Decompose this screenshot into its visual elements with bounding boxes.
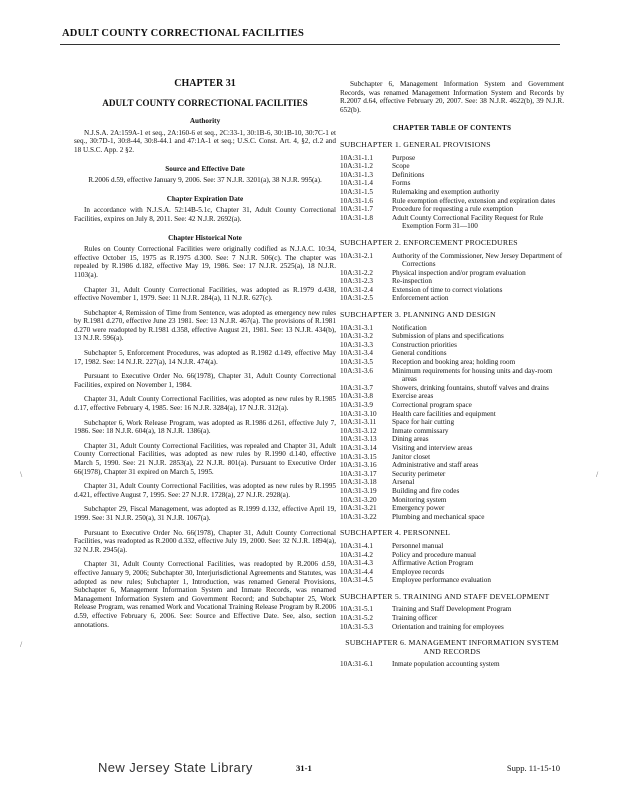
toc-entry <box>340 496 564 505</box>
section-number: 10A:31-2.1 <box>340 251 373 260</box>
section-title: Exercise areas <box>392 392 434 401</box>
section-number: 10A:31-3.7 <box>340 383 373 392</box>
section-number: 10A:31-4.1 <box>340 541 373 550</box>
toc-entry <box>340 332 564 341</box>
toc-entry <box>340 154 564 163</box>
section-title: Affirmative Action Program <box>392 559 474 568</box>
section-number: 10A:31-3.14 <box>340 443 377 452</box>
section-number: 10A:31-3.15 <box>340 452 377 461</box>
section-number: 10A:31-3.21 <box>340 504 377 513</box>
subchapter-heading: SUBCHAPTER 6. MANAGEMENT INFORMATION SYSTEM AND RECORDS <box>345 638 559 656</box>
section-number: 10A:31-1.8 <box>340 213 373 222</box>
section-title: Plumbing and mechanical space <box>392 512 485 521</box>
section-number: 10A:31-3.16 <box>340 461 377 470</box>
section-number: 10A:31-5.2 <box>340 614 373 623</box>
section-title: Submission of plans and specifications <box>392 332 504 341</box>
history-paragraph: Pursuant to Executive Order No. 66(1978), Chapter 31, Adult County Correctional Facilities, expired on November 1, 1984. <box>74 372 336 389</box>
section-number: 10A:31-6.1 <box>340 660 373 669</box>
section-number: 10A:31-3.18 <box>340 478 377 487</box>
history-paragraph: Chapter 31, Adult County Correctional Facilities, was adopted as new rules by R.1985 d.17, effective February 4, 1985. See: 16 N.J.R. 3284(a), 17 N.J.R. 312(a). <box>74 395 336 413</box>
section-title: Physical inspection and/or program evaluation <box>392 268 526 277</box>
section-number: 10A:31-3.1 <box>340 323 373 332</box>
section-number: 10A:31-3.4 <box>340 349 373 358</box>
section-number: 10A:31-1.2 <box>340 162 373 171</box>
toc-title: CHAPTER TABLE OF CONTENTS <box>392 124 512 133</box>
toc-entry <box>340 453 564 462</box>
source-heading: Source and Effective Date <box>165 164 245 173</box>
section-title: Construction priorities <box>392 340 457 349</box>
toc-entry <box>340 551 564 560</box>
authority-heading: Authority <box>189 117 221 126</box>
section-number: 10A:31-3.10 <box>340 409 377 418</box>
history-heading: Chapter Historical Note <box>168 233 242 242</box>
section-number: 10A:31-1.4 <box>340 179 373 188</box>
toc-entry <box>340 478 564 487</box>
toc-entry <box>340 576 564 585</box>
toc-entry <box>340 605 564 614</box>
source-text: R.2006 d.59, effective January 9, 2006. See: 37 N.J.R. 3201(a), 38 N.J.R. 995(a). <box>88 176 322 185</box>
toc-entry <box>340 358 564 367</box>
subchapter-heading: SUBCHAPTER 1. GENERAL PROVISIONS <box>340 139 491 149</box>
toc-entry <box>340 418 564 427</box>
header-rule <box>60 44 560 45</box>
toc-entry <box>340 435 564 444</box>
section-number: 10A:31-4.5 <box>340 576 373 585</box>
page-number: 31-1 <box>296 763 312 773</box>
section-title: Employee performance evaluation <box>392 576 491 585</box>
toc-entry <box>340 461 564 470</box>
section-number: 10A:31-1.1 <box>340 153 373 162</box>
section-number: 10A:31-3.22 <box>340 512 377 521</box>
section-title: Training officer <box>392 614 438 623</box>
left-column <box>74 80 336 635</box>
library-watermark: New Jersey State Library <box>98 760 253 775</box>
section-number: 10A:31-3.19 <box>340 486 377 495</box>
toc-entry <box>340 410 564 419</box>
right-column <box>340 80 564 669</box>
history-paragraph: Subchapter 6, Work Release Program, was adopted as R.1986 d.261, effective July 7, 1986. See: 18 N.J.R. 604(a), 18 N.J.R. 1386(a). <box>74 418 336 436</box>
section-number: 10A:31-2.5 <box>340 294 373 303</box>
history-notes <box>74 245 336 629</box>
section-title: Correctional program space <box>392 401 472 409</box>
section-number: 10A:31-3.17 <box>340 469 377 478</box>
section-title: Rule exemption effective, extension and expiration dates <box>392 196 556 205</box>
section-title: Personnel manual <box>392 541 444 550</box>
scan-mark: / <box>596 470 599 479</box>
toc-entry <box>340 252 564 269</box>
section-title: Janitor closet <box>392 452 431 461</box>
section-title: Procedure for requesting a rule exemption <box>392 205 514 214</box>
toc-entry <box>340 197 564 206</box>
section-title: Minimum requirements for housing units and day-room areas <box>392 366 553 384</box>
toc-entry <box>340 623 564 632</box>
toc-entry <box>340 427 564 436</box>
section-title: General conditions <box>392 349 447 358</box>
history-paragraph: Subchapter 5, Enforcement Procedures, was adopted as R.1982 d.149, effective May 17, 1982. See: 14 N.J.R. 227(a), 14 N.J.R. 474(a). <box>74 349 336 366</box>
section-number: 10A:31-3.5 <box>340 358 373 367</box>
section-number: 10A:31-3.9 <box>340 401 373 409</box>
toc-entry <box>340 179 564 188</box>
section-number: 10A:31-3.2 <box>340 332 373 341</box>
section-title: Inmate commissary <box>392 426 449 435</box>
supplement-date: Supp. 11-15-10 <box>506 763 560 773</box>
section-title: Health care facilities and equipment <box>392 409 496 418</box>
scan-mark: \ <box>20 470 23 479</box>
section-number: 10A:31-1.3 <box>340 170 373 179</box>
subchapter-heading: SUBCHAPTER 2. ENFORCEMENT PROCEDURES <box>340 237 518 247</box>
section-title: Space for hair cutting <box>392 418 455 427</box>
table-of-contents <box>340 141 564 669</box>
history-paragraph: Chapter 31, Adult County Correctional Facilities, was adopted as R.1979 d.438, effective November 1, 1979. See: 11 N.J.R. 284(a), 11 N.J.R. 627(c). <box>74 285 336 303</box>
section-number: 10A:31-3.6 <box>340 366 373 375</box>
expiration-text: In accordance with N.J.S.A. 52:14B-5.1c, Chapter 31, Adult County Correctional Facilities, expires on July 8, 2011. See: 42 N.J.R. 2692(a). <box>74 206 336 223</box>
section-title: Purpose <box>392 153 416 162</box>
section-number: 10A:31-3.8 <box>340 392 373 401</box>
section-number: 10A:31-3.20 <box>340 495 377 504</box>
scan-mark: / <box>20 640 23 649</box>
section-number: 10A:31-2.2 <box>340 268 373 277</box>
toc-entry <box>340 470 564 479</box>
expiration-heading: Chapter Expiration Date <box>166 194 244 203</box>
toc-entry <box>340 513 564 522</box>
toc-entry <box>340 205 564 214</box>
toc-entry <box>340 188 564 197</box>
section-title: Showers, drinking fountains, shutoff valves and drains <box>392 383 549 392</box>
toc-entry <box>340 542 564 551</box>
toc-entry <box>340 324 564 333</box>
section-number: 10A:31-5.1 <box>340 605 373 614</box>
toc-entry <box>340 614 564 623</box>
subchapter-heading: SUBCHAPTER 4. PERSONNEL <box>340 528 451 538</box>
section-number: 10A:31-5.3 <box>340 622 373 631</box>
section-title: Security perimeter <box>392 469 446 478</box>
section-number: 10A:31-2.4 <box>340 285 373 294</box>
section-number: 10A:31-3.12 <box>340 426 377 435</box>
toc-entry <box>340 504 564 513</box>
history-paragraph: Chapter 31, Adult County Correctional Facilities, was adopted as new rules by R.1995 d.421, effective August 7, 1995. See: 27 N.J.R. 1728(a), 27 N.J.R. 2928(a). <box>74 482 336 499</box>
subchapter-heading: SUBCHAPTER 3. PLANNING AND DESIGN <box>340 310 496 320</box>
section-number: 10A:31-4.4 <box>340 567 373 576</box>
section-title: Extension of time to correct violations <box>392 285 503 294</box>
toc-entry <box>340 444 564 453</box>
toc-entry <box>340 401 564 410</box>
section-title: Enforcement action <box>392 294 449 303</box>
toc-entry <box>340 392 564 401</box>
toc-entry <box>340 384 564 393</box>
history-paragraph: Subchapter 29, Fiscal Management, was adopted as R.1999 d.132, effective April 19, 1999. See: 31 N.J.R. 250(a), 31 N.J.R. 1067(a). <box>74 505 336 522</box>
section-title: Employee records <box>392 567 445 576</box>
section-title: Inmate population accounting system <box>392 660 500 669</box>
toc-entry <box>340 349 564 358</box>
subchapter-note: Subchapter 6, Management Information System and Government Records, was renamed Management Information System and Records by R.2007 d.64, effective February 20, 2007. See: 38 N.J.R. 4622(b), 39 N.J.R. 652(b). <box>340 80 564 114</box>
subchapter-heading: SUBCHAPTER 5. TRAINING AND STAFF DEVELOPMENT <box>340 591 550 601</box>
section-title: Definitions <box>392 170 425 179</box>
history-paragraph: Pursuant to Executive Order No. 66(1978), Chapter 31, Adult County Correctional Facilities, was readopted as R.2000 d.332, effective July 19, 2000. See: 32 N.J.R. 1894(a), 32 N.J.R. 2945(a). <box>74 528 336 554</box>
toc-entry <box>340 171 564 180</box>
section-title: Emergency power <box>392 504 445 513</box>
history-paragraph: Chapter 31, Adult County Correctional Facilities, was readopted by R.2006 d.59, effective January 9, 2006; Subchapter 30, Interjurisdictional Agreements and Statutes, was adopted as new rules; Subchapter 1, Introduction, was renamed General Provisions, Subchapter 6, Management Information System and Inmate Records, was renamed Management Information System and Government Record; and Subchapter 25, Work Release Program, was renamed Work and Vocational Training Release Program by R.2006 d.59, effective February 6, 2006. See: Source and Effective Date. See, also, section annotations. <box>74 560 336 629</box>
section-title: Building and fire codes <box>392 486 460 495</box>
section-number: 10A:31-4.2 <box>340 550 373 559</box>
toc-entry <box>340 269 564 278</box>
toc-entry <box>340 162 564 171</box>
history-paragraph: Subchapter 4, Remission of Time from Sentence, was adopted as emergency new rules by R.1981 d.270, effective June 23 1981. See: 13 N.J.R. 467(a). The provisions of R.1981 d.270 were readopted by R.1981 d.358, effective August 21, 1981. See: 13 N.J.R. 434(b), 13 N.J.R. 596(a). <box>74 308 336 343</box>
history-paragraph: Chapter 31, Adult County Correctional Facilities, was repealed and Chapter 31, Adult County Correctional Facilities, was adopted as new rules by R.1990 d.140, effective March 5, 1990. See: 21 N.J.R. 2853(a), 22 N.J.R. 801(a). Pursuant to Executive Order 66(1978), Chapter 31 expired on March 5, 1995. <box>74 441 336 476</box>
toc-entry <box>340 367 564 384</box>
section-title: Training and Staff Development Program <box>392 605 512 614</box>
section-title: Dining areas <box>392 435 429 444</box>
section-title: Administrative and staff areas <box>392 461 479 470</box>
section-title: Re-inspection <box>392 277 432 286</box>
section-title: Visiting and interview areas <box>392 443 473 452</box>
chapter-name: ADULT COUNTY CORRECTIONAL FACILITIES <box>102 97 308 108</box>
authority-text: N.J.S.A. 2A:159A-1 et seq., 2A:160-6 et seq., 2C:33-1, 30:1B-6, 30:1B-10, 30:7C-1 et seq., 30:7D-1, 30:8-44, 30:8-44.1 and 47:1A-1 et seq.; U.S.C. Const. Art. 4, §2, cl.2 and 18 U.S.C. App. 2 §2. <box>74 128 336 154</box>
toc-entry <box>340 214 564 231</box>
section-number: 10A:31-1.6 <box>340 196 373 205</box>
section-number: 10A:31-3.3 <box>340 340 373 349</box>
section-title: Orientation and training for employees <box>392 622 504 631</box>
chapter-number: CHAPTER 31 <box>174 78 236 89</box>
section-title: Authority of the Commissioner, New Jersey Department of Corrections <box>392 251 563 269</box>
section-title: Notification <box>392 323 427 332</box>
toc-entry <box>340 487 564 496</box>
section-title: Reception and booking area; holding room <box>392 358 516 367</box>
toc-entry <box>340 660 564 669</box>
section-title: Policy and procedure manual <box>392 550 477 559</box>
section-number: 10A:31-1.5 <box>340 187 373 196</box>
running-title: ADULT COUNTY CORRECTIONAL FACILITIES <box>62 28 305 39</box>
section-title: Forms <box>392 179 411 188</box>
section-title: Scope <box>392 162 410 171</box>
section-number: 10A:31-1.7 <box>340 205 373 214</box>
section-title: Monitoring system <box>392 495 447 504</box>
toc-entry <box>340 294 564 303</box>
toc-entry <box>340 277 564 286</box>
section-title: Arsenal <box>392 478 415 487</box>
section-title: Adult County Correctional Facility Request for Rule Exemption Form 31—100 <box>392 213 544 231</box>
section-number: 10A:31-4.3 <box>340 559 373 568</box>
section-number: 10A:31-3.13 <box>340 435 377 444</box>
toc-entry <box>340 286 564 295</box>
toc-entry <box>340 568 564 577</box>
section-number: 10A:31-2.3 <box>340 277 373 286</box>
section-title: Rulemaking and exemption authority <box>392 187 500 196</box>
toc-entry <box>340 341 564 350</box>
section-number: 10A:31-3.11 <box>340 418 377 427</box>
toc-entry <box>340 559 564 568</box>
history-paragraph: Rules on County Correctional Facilities were originally codified as N.J.A.C. 10:34, effective October 15, 1975 as R.1975 d.300. See: 7 N.J.R. 506(c). The chapter was repealed by R.1986 d.182, effective May 19, 1986. See: 17 N.J.R. 2525(a), 18 N.J.R. 1103(a). <box>74 245 336 279</box>
